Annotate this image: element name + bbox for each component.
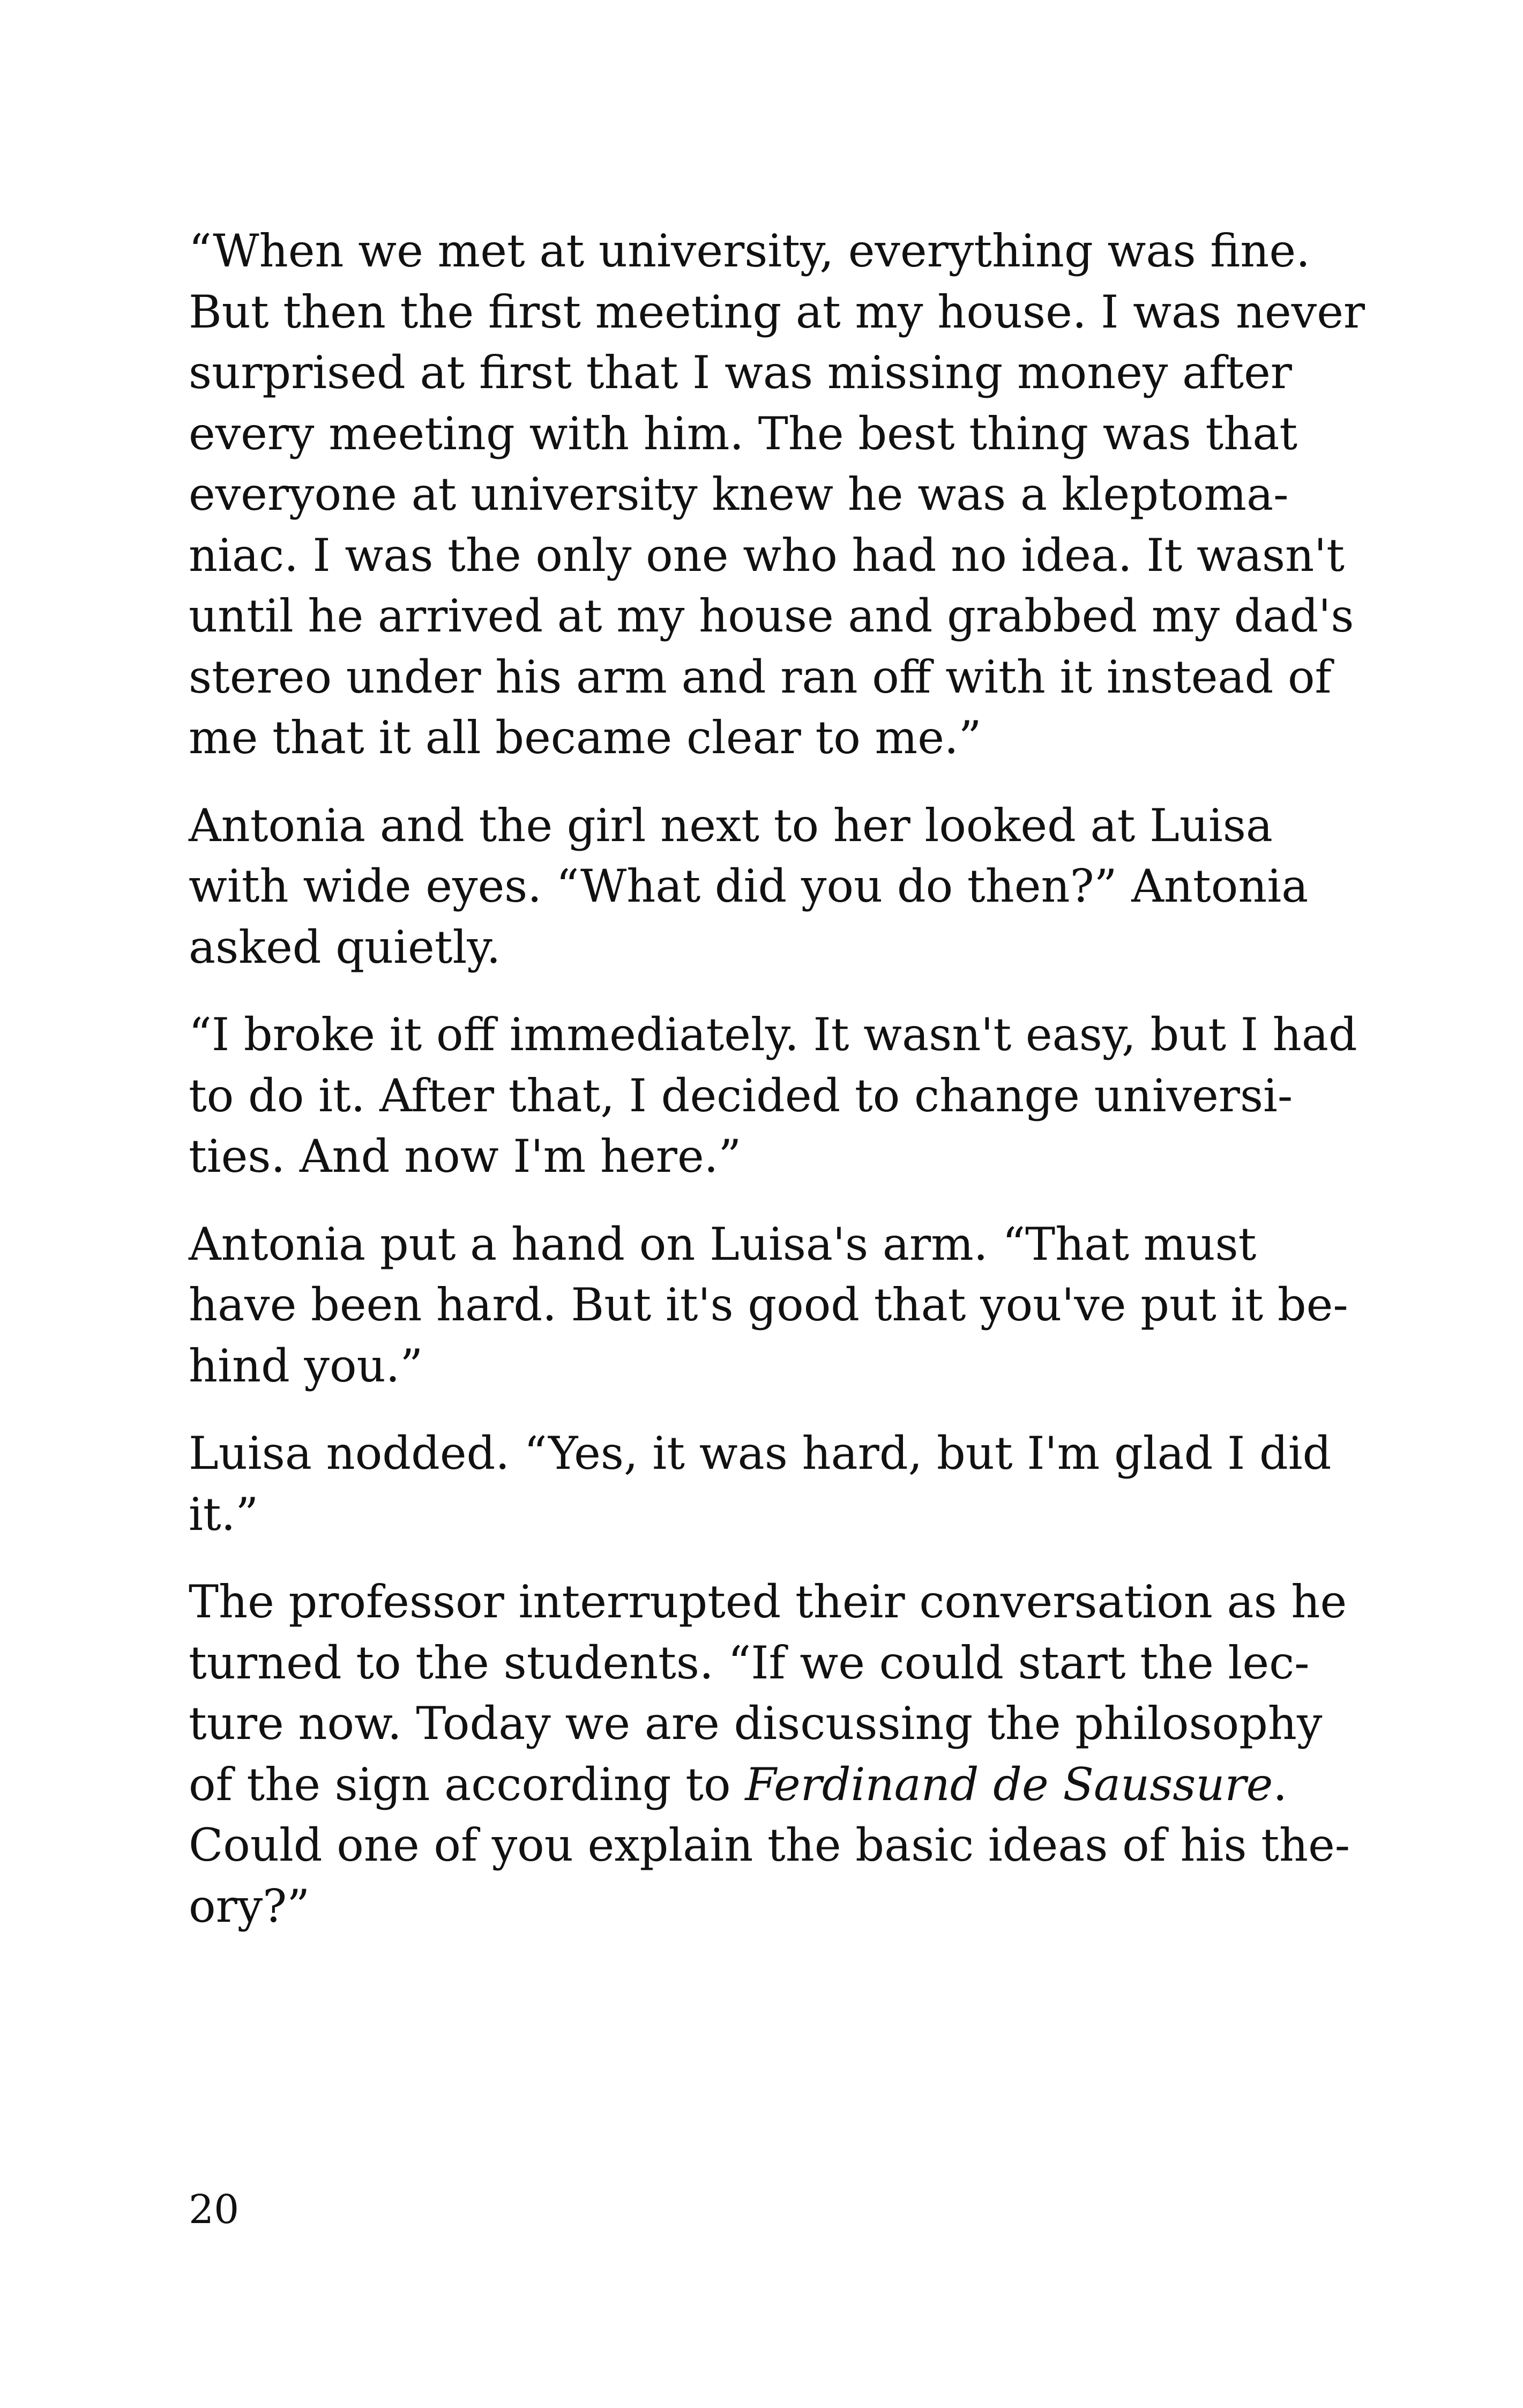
text-line: with wide eyes. “What did you do then?” Antonia xyxy=(189,860,1309,912)
text-line: ory?” xyxy=(189,1879,310,1933)
paragraph-1 xyxy=(189,221,1365,769)
paragraph-5 xyxy=(189,1423,1335,1545)
text-line: it.” xyxy=(189,1488,259,1541)
text-line: ties. And now I'm here.” xyxy=(189,1130,742,1183)
text-line: surprised at first that I was missing money after xyxy=(189,346,1292,399)
text-line: Luisa nodded. “Yes, it was hard, but I'm glad I did xyxy=(189,1427,1332,1480)
paragraph-2 xyxy=(189,796,1335,978)
text-line: until he arrived at my house and grabbed my dad's xyxy=(189,590,1354,642)
paragraph-4 xyxy=(189,1214,1348,1397)
paragraph-6 xyxy=(189,1572,1350,1937)
text-line: asked quietly. xyxy=(189,920,501,973)
text-line: Could one of you explain the basic ideas of his the- xyxy=(189,1819,1350,1871)
text-line: of the sign according to Ferdinand de Saussure. xyxy=(189,1758,1288,1811)
text-line: ture now. Today we are discussing the philosophy xyxy=(189,1697,1323,1750)
text-line: hind you.” xyxy=(189,1339,423,1392)
text-line: me that it all became clear to me.” xyxy=(189,711,982,764)
text-line: niac. I was the only one who had no idea. It wasn't xyxy=(189,529,1345,582)
text-line: Antonia put a hand on Luisa's arm. “That must xyxy=(189,1217,1257,1270)
body-text xyxy=(189,221,1365,1964)
text-line: But then the first meeting at my house. I was never xyxy=(189,285,1365,338)
text-line: every meeting with him. The best thing was that xyxy=(189,407,1298,460)
text-line: “When we met at university, everything was fine. xyxy=(189,225,1310,277)
text-line: stereo under his arm and ran off with it instead of xyxy=(189,650,1332,703)
text-line: The professor interrupted their conversation as he xyxy=(189,1575,1347,1628)
text-line: turned to the students. “If we could start the lec- xyxy=(189,1636,1310,1689)
text-line: everyone at university knew he was a kleptoma- xyxy=(189,468,1289,521)
page-number: 20 xyxy=(189,2187,240,2233)
text-line: Antonia and the girl next to her looked at Luisa xyxy=(189,799,1273,852)
paragraph-3 xyxy=(189,1005,1357,1187)
text-line: to do it. After that, I decided to change universi- xyxy=(189,1069,1293,1122)
text-line: “I broke it off immediately. It wasn't easy, but I had xyxy=(189,1008,1357,1061)
italic-title: Ferdinand de Saussure xyxy=(745,1758,1273,1811)
text-line: have been hard. But it's good that you've put it be- xyxy=(189,1279,1348,1331)
